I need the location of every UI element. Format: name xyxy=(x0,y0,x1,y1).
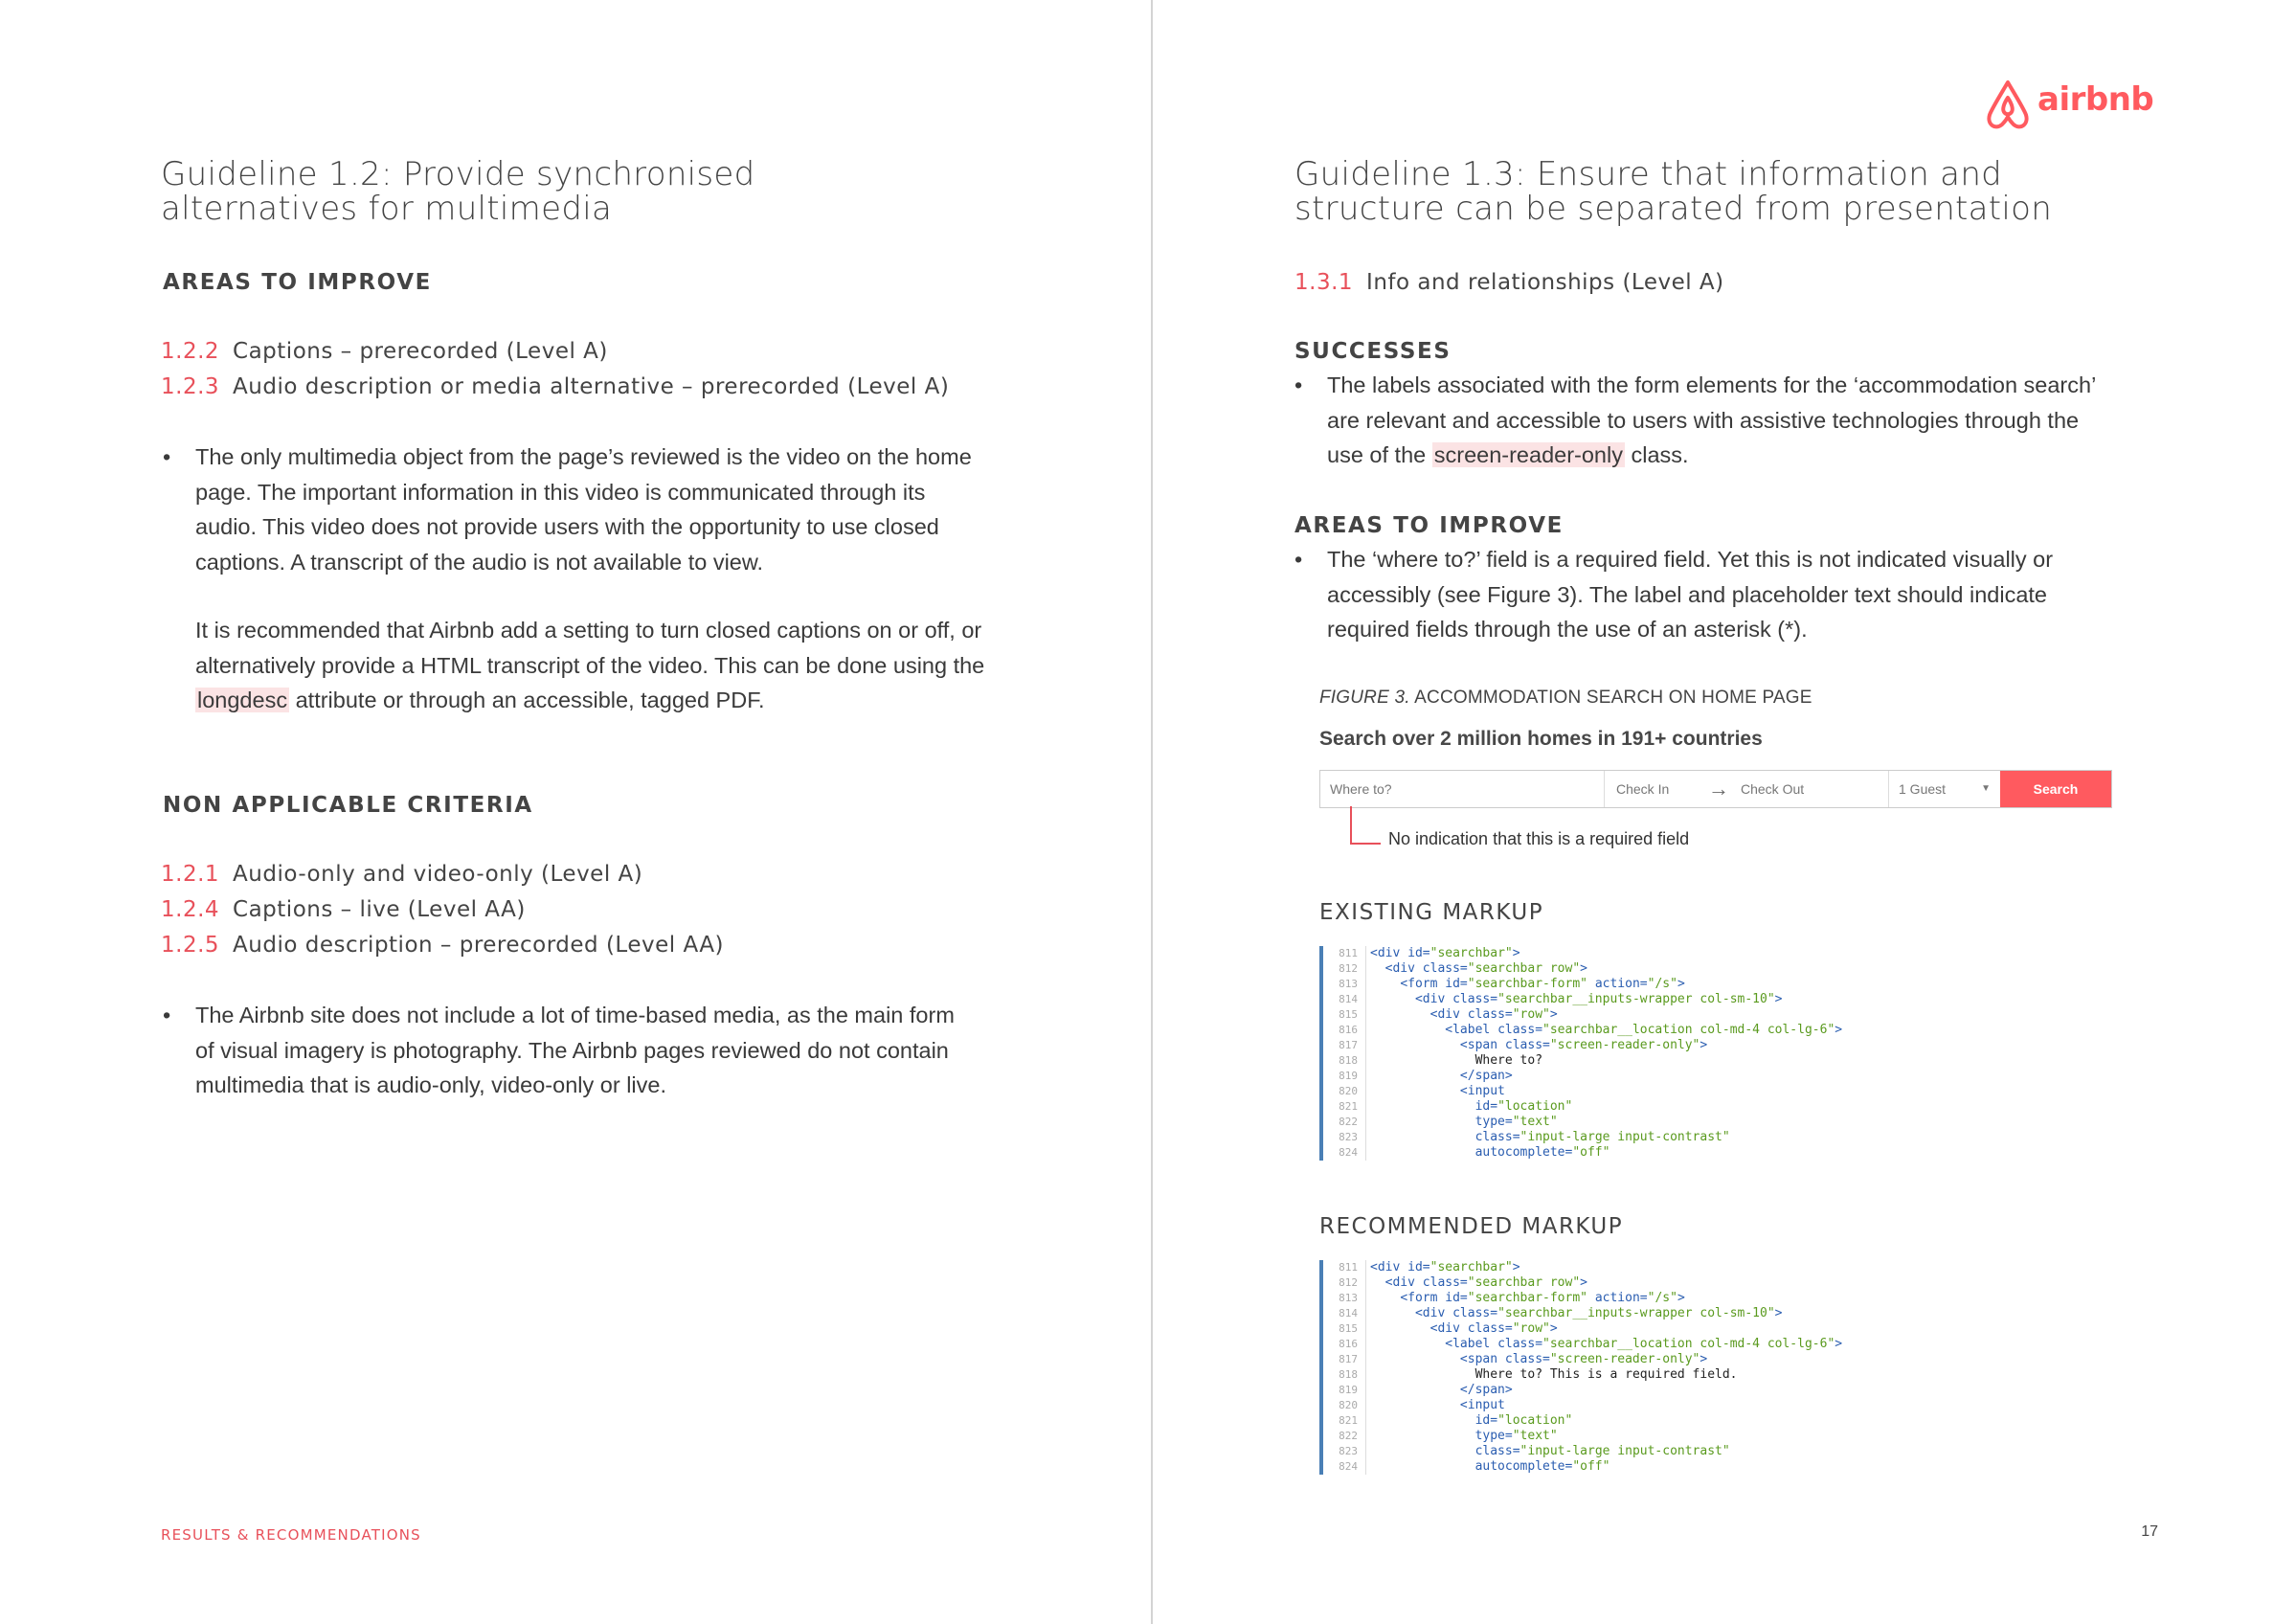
criterion-number: 1.2.2 xyxy=(161,339,220,364)
line-number: 819 xyxy=(1323,1069,1366,1084)
code-text xyxy=(1366,1383,1513,1398)
text-line: audio. This video does not provide users with the opportunity to use closed xyxy=(195,514,939,539)
criterion-item xyxy=(1294,270,1724,295)
code-tag: <div id= xyxy=(1370,946,1430,960)
code-text xyxy=(1366,1413,1572,1429)
guideline-1-2-heading xyxy=(161,157,755,226)
code-attr-value: "searchbar__inputs-wrapper col-sm-10" xyxy=(1497,992,1775,1006)
line-number: 818 xyxy=(1323,1053,1366,1069)
code-tag: > xyxy=(1835,1337,1843,1351)
code-attr-value: "screen-reader-only" xyxy=(1549,1038,1700,1052)
code-line xyxy=(1323,1038,1993,1053)
code-attr-value: "row" xyxy=(1512,1321,1550,1336)
recommendation-paragraph xyxy=(195,613,1076,718)
screen-reader-only-code: screen-reader-only xyxy=(1433,442,1623,467)
text-line: of visual imagery is photography. The Airbnb pages reviewed do not contain xyxy=(195,1037,949,1063)
code-line xyxy=(1323,1459,1993,1475)
search-button: Search xyxy=(2000,771,2111,807)
criterion-number: 1.3.1 xyxy=(1294,270,1354,295)
dates-field xyxy=(1605,771,1889,807)
code-text xyxy=(1366,1084,1505,1099)
code-tag: <div class= xyxy=(1414,1306,1498,1320)
where-to-field: Where to? xyxy=(1320,771,1605,807)
text-line: use of the xyxy=(1327,442,1432,467)
code-line xyxy=(1323,1352,1993,1367)
code-text xyxy=(1366,1444,1730,1459)
code-text xyxy=(1366,1038,1707,1053)
line-number: 824 xyxy=(1323,1459,1366,1475)
caret-down-icon: ▼ xyxy=(1981,783,1991,794)
code-tag: > xyxy=(1549,1321,1558,1336)
code-line xyxy=(1323,1444,1993,1459)
code-attr-value: "text" xyxy=(1512,1115,1558,1129)
code-tag: > xyxy=(1580,1275,1587,1290)
code-tag: > xyxy=(1677,977,1685,991)
line-number: 819 xyxy=(1323,1383,1366,1398)
code-attr-value: "screen-reader-only" xyxy=(1549,1352,1700,1366)
code-line xyxy=(1323,1007,1993,1023)
code-tag: > xyxy=(1774,992,1783,1006)
logo-wordmark: airbnb xyxy=(2037,80,2154,119)
callout-text: No indication that this is a required field xyxy=(1388,829,1690,848)
areas-to-improve-heading: AREAS TO IMPROVE xyxy=(1294,513,1564,538)
code-text xyxy=(1366,1321,1558,1337)
code-tag: > xyxy=(1512,946,1520,960)
code-content: Where to? This is a required field. xyxy=(1474,1367,1738,1382)
code-attr-value: "/s" xyxy=(1647,1291,1677,1305)
page-number: 17 xyxy=(2141,1523,2158,1540)
line-number: 817 xyxy=(1323,1038,1366,1053)
line-number: 811 xyxy=(1323,1260,1366,1275)
code-tag: <div class= xyxy=(1429,1321,1513,1336)
criterion-item xyxy=(161,339,608,364)
line-number: 823 xyxy=(1323,1130,1366,1145)
criterion-text: Info and relationships (Level A) xyxy=(1366,270,1724,295)
code-line xyxy=(1323,1130,1993,1145)
text-line: are relevant and accessible to users with assistive technologies through the xyxy=(1327,407,2080,433)
code-tag: > xyxy=(1512,1260,1520,1274)
code-line xyxy=(1323,1306,1993,1321)
code-text xyxy=(1366,1053,1542,1069)
text-line: attribute or through an accessible, tagged PDF. xyxy=(289,688,765,712)
section-footer: RESULTS & RECOMMENDATIONS xyxy=(161,1526,421,1544)
code-content: Where to? xyxy=(1474,1053,1543,1068)
code-line xyxy=(1323,1337,1993,1352)
heading-line: Guideline 1.2: Provide synchronised xyxy=(161,155,755,193)
code-attr-value: "/s" xyxy=(1647,977,1677,991)
code-attr-value: "location" xyxy=(1497,1413,1573,1428)
figure-caption xyxy=(1319,688,1812,709)
code-tag: > xyxy=(1580,961,1587,976)
line-number: 812 xyxy=(1323,1275,1366,1291)
code-tag: > xyxy=(1549,1007,1558,1022)
code-tag: <div class= xyxy=(1384,1275,1468,1290)
code-text xyxy=(1366,1260,1520,1275)
code-tag: <div id= xyxy=(1370,1260,1430,1274)
line-number: 815 xyxy=(1323,1007,1366,1023)
code-tag: <div class= xyxy=(1414,992,1498,1006)
code-text xyxy=(1366,1291,1685,1306)
check-out-field: Check Out xyxy=(1741,781,1805,797)
code-line xyxy=(1323,1383,1993,1398)
criterion-number: 1.2.5 xyxy=(161,933,220,958)
code-attr-value: "searchbar__location col-md-4 col-lg-6" xyxy=(1542,1023,1835,1037)
longdesc-code: longdesc xyxy=(197,688,288,712)
text-line: It is recommended that Airbnb add a setting to turn closed captions on or off, or xyxy=(195,618,982,643)
arrow-right-icon: → xyxy=(1708,777,1729,801)
line-number: 814 xyxy=(1323,992,1366,1007)
code-text xyxy=(1366,1352,1707,1367)
line-number: 817 xyxy=(1323,1352,1366,1367)
line-number: 820 xyxy=(1323,1084,1366,1099)
criterion-number: 1.2.1 xyxy=(161,862,220,887)
code-tag: autocomplete= xyxy=(1474,1459,1573,1474)
code-line xyxy=(1323,1115,1993,1130)
belo-icon xyxy=(1984,77,2032,130)
right-page xyxy=(1153,0,2296,1624)
criterion-item xyxy=(161,897,526,922)
code-line xyxy=(1323,1023,1993,1038)
line-number: 813 xyxy=(1323,977,1366,992)
callout-line xyxy=(1350,806,1352,845)
line-number: 811 xyxy=(1323,946,1366,961)
text-line: class. xyxy=(1624,442,1689,467)
existing-markup-label: EXISTING MARKUP xyxy=(1319,900,1544,925)
text-line: alternatively provide a HTML transcript of the video. This can be done using the xyxy=(195,652,985,678)
callout-line xyxy=(1350,843,1381,845)
line-number: 813 xyxy=(1323,1291,1366,1306)
text-line: The labels associated with the form elements for the ‘accommodation search’ xyxy=(1327,372,2097,397)
recommended-markup-label: RECOMMENDED MARKUP xyxy=(1319,1214,1624,1239)
code-attr-value: "text" xyxy=(1512,1429,1558,1443)
code-line xyxy=(1323,1291,1993,1306)
figure-caption-text: ACCOMMODATION SEARCH ON HOME PAGE xyxy=(1409,688,1812,708)
code-tag: <form id= xyxy=(1400,977,1468,991)
code-line xyxy=(1323,1099,1993,1115)
code-text xyxy=(1366,992,1782,1007)
successes-heading: SUCCESSES xyxy=(1294,339,1452,364)
code-line xyxy=(1323,1084,1993,1099)
code-attr-value: "searchbar" xyxy=(1429,946,1513,960)
code-tag: action= xyxy=(1587,977,1648,991)
criterion-item xyxy=(161,374,949,399)
existing-markup-code xyxy=(1319,946,1993,1161)
code-attr-value: "input-large input-contrast" xyxy=(1519,1130,1730,1144)
code-tag: <input xyxy=(1459,1084,1505,1098)
code-text xyxy=(1366,1099,1572,1115)
line-number: 815 xyxy=(1323,1321,1366,1337)
code-line xyxy=(1323,1275,1993,1291)
text-line: The ‘where to?’ field is a required field. Yet this is not indicated visually or xyxy=(1327,547,2054,572)
code-line xyxy=(1323,1429,1993,1444)
code-attr-value: "searchbar row" xyxy=(1467,961,1581,976)
recommended-markup-code xyxy=(1319,1260,1993,1475)
text-line: The Airbnb site does not include a lot of time-based media, as the main form xyxy=(195,1003,955,1027)
code-tag: <form id= xyxy=(1400,1291,1468,1305)
code-line xyxy=(1323,1398,1993,1413)
line-number: 821 xyxy=(1323,1099,1366,1115)
code-tag: <label class= xyxy=(1445,1337,1543,1351)
heading-line: Guideline 1.3: Ensure that information and xyxy=(1294,155,2003,193)
line-number: 814 xyxy=(1323,1306,1366,1321)
code-tag: type= xyxy=(1474,1429,1513,1443)
code-attr-value: "searchbar row" xyxy=(1467,1275,1581,1290)
code-text xyxy=(1366,946,1520,961)
code-line xyxy=(1323,1413,1993,1429)
code-attr-value: "off" xyxy=(1572,1145,1610,1160)
text-line: accessibly (see Figure 3). The label and placeholder text should indicate xyxy=(1327,581,2047,607)
code-text xyxy=(1366,977,1685,992)
code-text xyxy=(1366,1130,1730,1145)
code-attr-value: "searchbar-form" xyxy=(1467,1291,1587,1305)
code-tag: > xyxy=(1677,1291,1685,1305)
guideline-1-3-heading xyxy=(1294,157,2052,226)
line-number: 823 xyxy=(1323,1444,1366,1459)
code-tag: type= xyxy=(1474,1115,1513,1129)
code-text xyxy=(1366,1023,1842,1038)
code-line xyxy=(1323,961,1993,977)
code-tag: <div class= xyxy=(1429,1007,1513,1022)
figure-label: FIGURE 3. xyxy=(1319,688,1410,708)
code-tag: <div class= xyxy=(1384,961,1468,976)
code-tag: autocomplete= xyxy=(1474,1145,1573,1160)
criterion-text: Audio-only and video-only (Level A) xyxy=(233,862,643,887)
code-tag: <span class= xyxy=(1459,1038,1550,1052)
code-line xyxy=(1323,946,1993,961)
line-number: 821 xyxy=(1323,1413,1366,1429)
code-tag: id= xyxy=(1474,1413,1498,1428)
check-in-field: Check In xyxy=(1616,781,1670,797)
code-line xyxy=(1323,1367,1993,1383)
code-text xyxy=(1366,1306,1782,1321)
code-text xyxy=(1366,1115,1558,1130)
criterion-item xyxy=(161,933,724,958)
code-attr-value: "off" xyxy=(1572,1459,1610,1474)
code-attr-value: "row" xyxy=(1512,1007,1550,1022)
text-line: captions. A transcript of the audio is not available to view. xyxy=(195,549,764,575)
line-number: 822 xyxy=(1323,1429,1366,1444)
code-attr-value: "searchbar" xyxy=(1429,1260,1513,1274)
time-based-media-bullet xyxy=(195,998,1057,1103)
code-text xyxy=(1366,1337,1842,1352)
code-line xyxy=(1323,1069,1993,1084)
search-bar-screenshot xyxy=(1319,770,2112,808)
code-attr-value: "searchbar__location col-md-4 col-lg-6" xyxy=(1542,1337,1835,1351)
heading-line: alternatives for multimedia xyxy=(161,190,613,228)
code-tag: id= xyxy=(1474,1099,1498,1114)
criterion-text: Captions – prerecorded (Level A) xyxy=(233,339,608,364)
text-line: The only multimedia object from the page’s reviewed is the video on the home xyxy=(195,444,972,469)
code-line xyxy=(1323,977,1993,992)
criterion-number: 1.2.4 xyxy=(161,897,220,922)
code-text xyxy=(1366,1275,1587,1291)
airbnb-logo xyxy=(1984,77,2160,132)
code-text xyxy=(1366,1145,1609,1161)
code-tag: </span> xyxy=(1459,1383,1513,1397)
code-line xyxy=(1323,1053,1993,1069)
code-tag: > xyxy=(1699,1038,1708,1052)
multimedia-bullet xyxy=(195,440,1057,579)
line-number: 824 xyxy=(1323,1145,1366,1161)
code-tag: class= xyxy=(1474,1130,1520,1144)
code-tag: > xyxy=(1835,1023,1843,1037)
code-tag: <input xyxy=(1459,1398,1505,1412)
code-line xyxy=(1323,992,1993,1007)
code-tag: > xyxy=(1699,1352,1708,1366)
text-line: multimedia that is audio-only, video-only or live. xyxy=(195,1072,666,1097)
code-line xyxy=(1323,1321,1993,1337)
code-attr-value: "searchbar__inputs-wrapper col-sm-10" xyxy=(1497,1306,1775,1320)
code-text xyxy=(1366,1398,1505,1413)
text-line: page. The important information in this video is communicated through its xyxy=(195,479,926,505)
line-number: 816 xyxy=(1323,1023,1366,1038)
success-bullet xyxy=(1327,368,2189,473)
code-tag: </span> xyxy=(1459,1069,1513,1083)
code-text xyxy=(1366,1367,1738,1383)
code-attr-value: "searchbar-form" xyxy=(1467,977,1587,991)
non-applicable-heading: NON APPLICABLE CRITERIA xyxy=(163,793,533,818)
criterion-text: Captions – live (Level AA) xyxy=(233,897,526,922)
guests-select xyxy=(1889,771,2000,807)
areas-to-improve-heading: AREAS TO IMPROVE xyxy=(163,270,432,295)
code-text xyxy=(1366,1429,1558,1444)
code-line xyxy=(1323,1260,1993,1275)
code-text xyxy=(1366,1007,1558,1023)
code-tag: class= xyxy=(1474,1444,1520,1458)
code-text xyxy=(1366,1459,1609,1475)
criterion-text: Audio description or media alternative – prerecorded (Level A) xyxy=(233,374,950,399)
code-tag: > xyxy=(1774,1306,1783,1320)
text-line: required fields through the use of an asterisk (*). xyxy=(1327,617,1808,642)
search-title: Search over 2 million homes in 191+ countries xyxy=(1319,728,1763,750)
code-tag: <label class= xyxy=(1445,1023,1543,1037)
line-number: 816 xyxy=(1323,1337,1366,1352)
code-text xyxy=(1366,961,1587,977)
heading-line: structure can be separated from presentation xyxy=(1294,190,2053,228)
criterion-number: 1.2.3 xyxy=(161,374,220,399)
code-tag: <span class= xyxy=(1459,1352,1550,1366)
code-attr-value: "input-large input-contrast" xyxy=(1519,1444,1730,1458)
criterion-text: Audio description – prerecorded (Level AA) xyxy=(233,933,725,958)
criterion-item xyxy=(161,862,642,887)
code-tag: action= xyxy=(1587,1291,1648,1305)
improve-bullet xyxy=(1327,542,2189,647)
line-number: 812 xyxy=(1323,961,1366,977)
line-number: 822 xyxy=(1323,1115,1366,1130)
line-number: 820 xyxy=(1323,1398,1366,1413)
guests-value: 1 Guest xyxy=(1899,781,1947,797)
code-text xyxy=(1366,1069,1513,1084)
code-line xyxy=(1323,1145,1993,1161)
code-attr-value: "location" xyxy=(1497,1099,1573,1114)
line-number: 818 xyxy=(1323,1367,1366,1383)
